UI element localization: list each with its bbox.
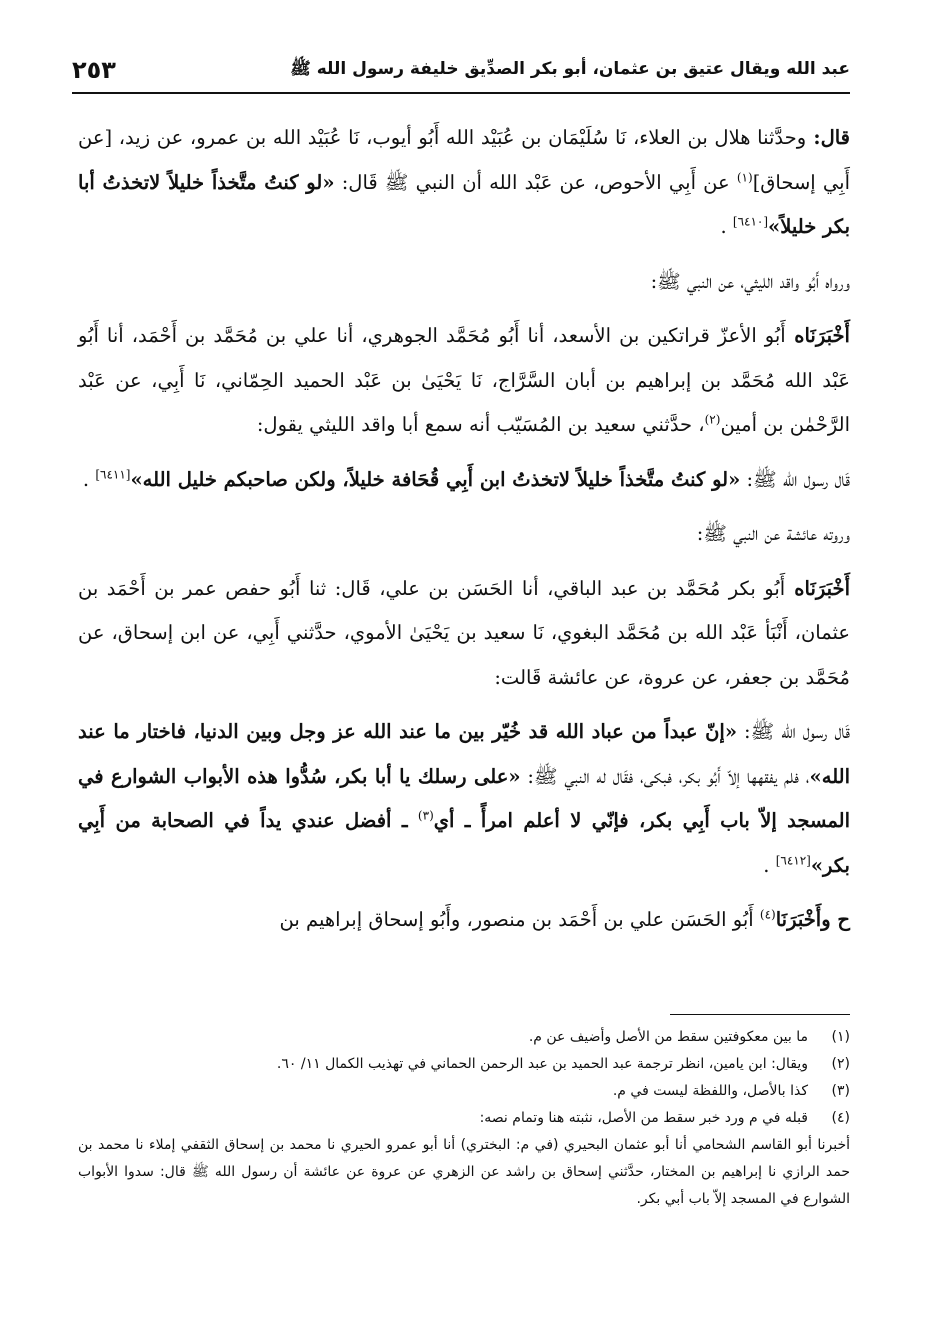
paragraph-text: وروته عائشة عن النبي ﷺ:: [696, 522, 850, 545]
paragraph-lead: ح وأَخْبَرَنَا: [775, 908, 850, 931]
paragraph-lead: قال:: [806, 126, 851, 149]
footnotes: [78, 1024, 850, 1213]
paragraph-text: عن أَبِي الأحوص، عن عَبْد الله أن النبي ﷺ قَال:: [334, 170, 737, 194]
paragraph-text: ، فلم يفقهها إلاّ أَبُو بكر، فبكى، فقَال له النبي ﷺ:: [520, 764, 810, 788]
paragraph-end: .: [720, 215, 733, 238]
footnote-ref: (٢): [704, 412, 721, 427]
footnote-ref: (٣): [417, 808, 434, 823]
header-rule: [72, 92, 850, 94]
paragraph-text: أَبُو الحَسَن علي بن أَحْمَد بن منصور، وأَبُو إسحاق إبراهيم بن: [279, 908, 760, 931]
hadith-quote: «لو كنتُ متَّخذاً خليلاً لاتخذتُ ابن أَبِي قُحَافة خليلاً، ولكن صاحبكم خليل الله»: [130, 467, 741, 491]
paragraph-text: وحدَّثنا هلال بن العلاء، نَا سُلَيْمَان بن عُبَيْد الله أَبُو أيوب، نَا عُبَيْد الله بن عمرو، عن زيد، [عن أَبِي إسحاق]: [78, 126, 850, 194]
hadith-quote: «إنّ عبداً من عباد الله قد خُيّر بين ما عند الله عز وجل وبين الدنيا، فاختار ما عند الله»: [78, 720, 851, 788]
paragraph-text: أَبُو بكر مُحَمَّد بن عبد الباقي، أنا الحَسَن بن علي، قَال: ثنا أَبُو حفص عمر بن أَحْمَد بن عثمان، أَنْبَأ عَبْد الله بن مُحَمَّد البغوي، نَا سعيد بن يَحْيَىٰ الأموي، حدَّثني أَبِي، عن ابن إسحاق، عن مُحَمَّد بن جعفر، عن عروة، عن عائشة قَالت:: [78, 576, 850, 689]
footnote-text: قبله في م ورد خبر سقط من الأصل، نثبته هنا وتمام نصه:: [479, 1110, 808, 1126]
footnote-4-continuation: أخبرنا أبو القاسم الشحامي أنا أبو عثمان البحيري (في م: البختري) أنا أبو عمرو الحيري نا محمد بن إسحاق الثقفي إملاء نا محمد بن حمد الرازي نا إبراهيم بن المختار، حدَّثني إسحاق بن راشد عن الزهري عن عروة عن عائشة أن رسول الله ﷺ قال: سدوا الأبواب الشوارع في المسجد إلاّ باب أبي بكر.: [78, 1137, 850, 1207]
paragraph-7: [78, 710, 850, 888]
footnote-number: (٤): [831, 1110, 850, 1126]
footnote-text: ويقال: ابن يامين، انظر ترجمة عبد الحميد بن عبد الرحمن الحماني في تهذيب الكمال ١١/ ٦٠.: [276, 1056, 808, 1072]
paragraph-2: [78, 260, 850, 305]
paragraph-6: [78, 567, 850, 701]
page-number: ٢٥٣: [72, 56, 116, 84]
footnote-ref: (٤): [759, 907, 776, 922]
footnote-3: [78, 1078, 850, 1105]
hadith-quote: «على رسلك يا أبا بكر، سُدُّوا هذه الأبواب الشوارع في المسجد إلاّ باب أَبِي بكر، فإنّي لا أعلم امرأً ـ أي: [78, 764, 850, 832]
footnote-2: [78, 1051, 850, 1078]
page-header: [72, 52, 850, 92]
paragraph-3: [78, 314, 850, 448]
paragraph-8: [78, 898, 850, 943]
paragraph-lead: أَخْبَرَنَاه: [785, 576, 850, 600]
paragraph-1: [78, 116, 850, 250]
footnote-rule: [670, 1014, 850, 1015]
paragraph-end: .: [82, 467, 96, 491]
paragraph-4: [78, 458, 850, 503]
running-title: عبد الله ويقال عتيق بن عثمان، أبو بكر الصدِّيق خليفة رسول الله ﷺ: [290, 59, 850, 79]
hadith-number: [٦٤١١]: [95, 467, 131, 481]
hadith-quote: ـ أفضل عندي يداً في الصحابة من أَبِي بكر»: [78, 809, 850, 877]
footnote-number: (١): [831, 1029, 850, 1045]
paragraph-lead: أَخْبَرَنَاه: [785, 324, 850, 347]
paragraph-5: [78, 512, 850, 557]
footnote-text: ما بين معكوفتين سقط من الأصل وأضيف عن م.: [528, 1029, 808, 1045]
footnote-1: [78, 1024, 850, 1051]
footnote-number: (٣): [831, 1083, 850, 1099]
paragraph-text: ، حدَّثني سعيد بن المُسَيّب أنه سمع أبا واقد الليثي يقول:: [256, 413, 705, 436]
hadith-quote: «لو كنتُ متَّخذاً خليلاً لاتخذتُ أبا بكر خليلاً»: [78, 170, 850, 238]
paragraph-lead: قَال رسول الله ﷺ:: [737, 720, 850, 743]
footnote-number: (٢): [831, 1056, 850, 1072]
paragraph-text: ورواه أَبُو واقد الليثي، عن النبي ﷺ:: [650, 269, 850, 293]
paragraph-end: .: [763, 853, 776, 877]
footnote-4: [78, 1105, 850, 1132]
paragraph-text: أَبُو الأعزّ قراتكين بن الأسعد، أنا أَبُو مُحَمَّد الجوهري، أنا علي بن مُحَمَّد بن أَحْمَد، أنا أَبُو عَبْد الله مُحَمَّد بن إبراهيم بن أبان السَّرَّاج، نَا يَحْيَىٰ بن عَبْد الحميد الحِمّاني، نَا أَبِي، عن عَبْد الرَّحْمٰن بن أمين: [78, 324, 850, 436]
hadith-number: [٦٤١٠]: [732, 214, 769, 229]
main-text: [78, 116, 850, 953]
footnote-text: كذا بالأصل، واللفظة ليست في م.: [612, 1083, 808, 1099]
hadith-number: [٦٤١٢]: [775, 853, 811, 867]
footnote-ref: (١): [736, 170, 753, 184]
paragraph-lead: قَال رسول الله ﷺ:: [740, 467, 850, 491]
